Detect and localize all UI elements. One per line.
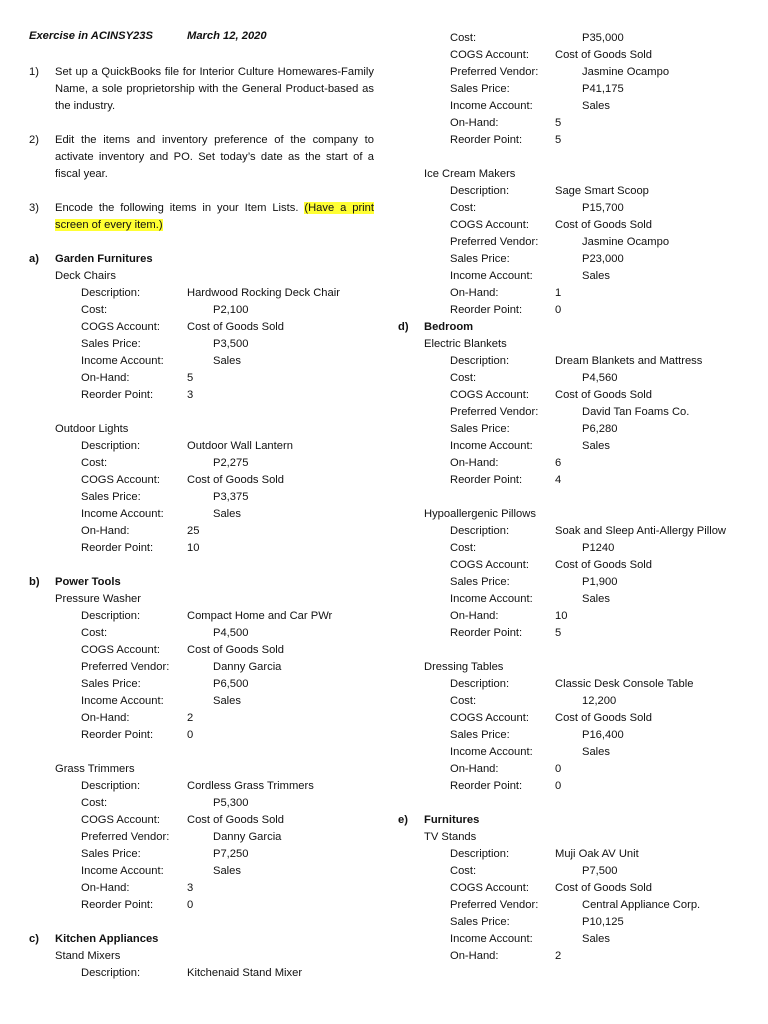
instruction-number: 1) [29, 66, 39, 78]
field-value: Cost of Goods Sold [555, 882, 653, 894]
field-value: Sales [213, 865, 241, 877]
section-title: Power Tools [55, 576, 121, 588]
field-value: Cost of Goods Sold [187, 814, 285, 826]
field-row [398, 302, 743, 319]
field-value: Classic Desk Console Table [555, 678, 694, 690]
field-label: Sales Price: [450, 576, 510, 588]
field-label: Reorder Point: [81, 899, 154, 911]
field-value: 5 [555, 134, 562, 146]
field-label: Reorder Point: [81, 729, 154, 741]
field-row [398, 268, 743, 285]
field-row [398, 948, 743, 965]
field-row [29, 710, 374, 727]
field-row [398, 98, 743, 115]
field-row [398, 81, 743, 98]
field-value: 0 [555, 304, 562, 316]
field-row [398, 931, 743, 948]
instruction-text: Encode the following items in your Item Lists. [55, 202, 305, 214]
field-label: COGS Account: [450, 49, 529, 61]
item-title: Electric Blankets [424, 338, 507, 350]
instruction-3 [29, 200, 374, 234]
field-value: Jasmine Ocampo [582, 66, 670, 78]
field-row [398, 30, 743, 47]
field-label: Reorder Point: [81, 389, 154, 401]
field-label: COGS Account: [450, 559, 529, 571]
field-row [29, 387, 374, 404]
field-value: Cordless Grass Trimmers [187, 780, 314, 792]
field-row [29, 285, 374, 302]
field-row [398, 727, 743, 744]
field-label: Sales Price: [450, 916, 510, 928]
field-label: COGS Account: [450, 882, 529, 894]
field-label: Income Account: [81, 355, 164, 367]
field-row [398, 47, 743, 64]
header [29, 30, 374, 47]
field-row [398, 608, 743, 625]
field-value: Cost of Goods Sold [187, 474, 285, 486]
field-label: On-Hand: [81, 525, 130, 537]
field-label: On-Hand: [450, 287, 499, 299]
field-row [29, 523, 374, 540]
field-row [29, 642, 374, 659]
field-row [398, 285, 743, 302]
field-value: 0 [555, 763, 562, 775]
field-value: 0 [555, 780, 562, 792]
field-value: Danny Garcia [213, 831, 282, 843]
field-row [398, 846, 743, 863]
instruction-2 [29, 132, 374, 183]
instruction-text: Edit the items and inventory preference of the company to activate inventory and PO. Set today’s date as the start of a fiscal year. [55, 134, 374, 180]
field-row [398, 744, 743, 761]
field-row [398, 591, 743, 608]
instruction-text: Set up a QuickBooks file for Interior Culture Homewares-Family Name, a sole proprietorship with the General Product-based as the industry. [55, 66, 374, 112]
field-label: COGS Account: [81, 644, 160, 656]
field-value: P5,300 [213, 797, 249, 809]
field-row [398, 370, 743, 387]
field-value: Cost of Goods Sold [555, 49, 653, 61]
field-row [398, 234, 743, 251]
field-row [29, 540, 374, 557]
field-label: Cost: [81, 304, 108, 316]
field-row [398, 438, 743, 455]
field-label: Preferred Vendor: [81, 661, 170, 673]
instruction-number: 3) [29, 202, 39, 214]
field-value: Sales [582, 746, 610, 758]
field-row [398, 676, 743, 693]
item-title: Hypoallergenic Pillows [424, 508, 536, 520]
field-row [29, 302, 374, 319]
field-label: Income Account: [450, 440, 533, 452]
section-d [398, 319, 743, 336]
field-row [29, 897, 374, 914]
field-label: Description: [450, 525, 510, 537]
field-row [29, 506, 374, 523]
field-label: Cost: [81, 457, 108, 469]
field-label: Preferred Vendor: [81, 831, 170, 843]
field-row [398, 880, 743, 897]
field-label: Income Account: [450, 100, 533, 112]
field-row [398, 914, 743, 931]
item-title: Grass Trimmers [55, 763, 135, 775]
field-value: David Tan Foams Co. [582, 406, 690, 418]
field-value: Sales [582, 593, 610, 605]
field-label: Sales Price: [81, 848, 141, 860]
field-row [29, 438, 374, 455]
field-value: Sales [582, 100, 610, 112]
field-row [398, 132, 743, 149]
field-value: P6,500 [213, 678, 249, 690]
field-label: Income Account: [450, 270, 533, 282]
field-value: Kitchenaid Stand Mixer [187, 967, 303, 979]
field-value: Cost of Goods Sold [555, 389, 653, 401]
field-value: 6 [555, 457, 562, 469]
field-label: Preferred Vendor: [450, 899, 539, 911]
field-label: Sales Price: [81, 338, 141, 350]
section-a [29, 251, 374, 268]
field-label: Reorder Point: [450, 627, 523, 639]
field-value: P4,500 [213, 627, 249, 639]
field-value: 12,200 [582, 695, 617, 707]
field-row [29, 659, 374, 676]
field-label: Cost: [450, 865, 477, 877]
item-title: Dressing Tables [424, 661, 504, 673]
field-label: COGS Account: [450, 219, 529, 231]
field-label: Sales Price: [81, 491, 141, 503]
field-value: 0 [187, 729, 194, 741]
field-label: Description: [450, 355, 510, 367]
field-row [398, 115, 743, 132]
field-row [398, 523, 743, 540]
field-row [29, 625, 374, 642]
field-label: Preferred Vendor: [450, 236, 539, 248]
item-title: TV Stands [424, 831, 477, 843]
field-row [398, 200, 743, 217]
section-b [29, 574, 374, 591]
field-value: Jasmine Ocampo [582, 236, 670, 248]
field-label: Description: [450, 678, 510, 690]
field-row [29, 795, 374, 812]
field-row [398, 897, 743, 914]
field-value: 5 [555, 117, 562, 129]
field-value: Cost of Goods Sold [555, 559, 653, 571]
field-label: Reorder Point: [450, 780, 523, 792]
field-value: 10 [187, 542, 200, 554]
field-label: Cost: [450, 542, 477, 554]
field-label: Sales Price: [450, 729, 510, 741]
field-row [29, 693, 374, 710]
field-value: Sales [213, 508, 241, 520]
field-value: 2 [555, 950, 562, 962]
field-label: Cost: [450, 32, 477, 44]
field-label: Cost: [81, 627, 108, 639]
field-label: Description: [81, 780, 141, 792]
section-title: Kitchen Appliances [55, 933, 159, 945]
field-value: P3,500 [213, 338, 249, 350]
field-row [29, 880, 374, 897]
field-value: P7,250 [213, 848, 249, 860]
field-label: Description: [450, 848, 510, 860]
field-value: Cost of Goods Sold [187, 644, 285, 656]
field-label: On-Hand: [450, 950, 499, 962]
right-column [398, 30, 743, 965]
field-row [398, 217, 743, 234]
field-label: Description: [81, 610, 141, 622]
field-value: 2 [187, 712, 194, 724]
field-label: COGS Account: [450, 389, 529, 401]
field-label: COGS Account: [81, 321, 160, 333]
field-value: P41,175 [582, 83, 624, 95]
field-label: Cost: [450, 202, 477, 214]
field-row [398, 353, 743, 370]
field-row [29, 336, 374, 353]
field-row [398, 557, 743, 574]
field-row [398, 183, 743, 200]
section-title: Furnitures [424, 814, 480, 826]
field-label: Preferred Vendor: [450, 66, 539, 78]
field-value: Soak and Sleep Anti-Allergy Pillow [555, 525, 727, 537]
field-label: Income Account: [81, 508, 164, 520]
field-value: 0 [187, 899, 194, 911]
section-title: Garden Furnitures [55, 253, 153, 265]
section-letter: b) [29, 576, 40, 588]
field-value: Sales [213, 355, 241, 367]
field-row [398, 251, 743, 268]
field-row [29, 965, 374, 982]
field-label: Sales Price: [450, 253, 510, 265]
field-value: P1,900 [582, 576, 618, 588]
field-row [29, 472, 374, 489]
field-value: Muji Oak AV Unit [555, 848, 639, 860]
field-value: Sales [213, 695, 241, 707]
section-letter: d) [398, 321, 409, 333]
field-row [29, 812, 374, 829]
field-value: P7,500 [582, 865, 618, 877]
field-value: Hardwood Rocking Deck Chair [187, 287, 340, 299]
field-value: Central Appliance Corp. [582, 899, 701, 911]
item-title: Pressure Washer [55, 593, 142, 605]
field-row [398, 693, 743, 710]
field-value: P3,375 [213, 491, 249, 503]
field-value: P6,280 [582, 423, 618, 435]
field-label: Cost: [81, 797, 108, 809]
highlighted-note: (Have a print screen of every item.) [55, 202, 375, 231]
field-label: Income Account: [450, 933, 533, 945]
field-label: Income Account: [450, 746, 533, 758]
field-label: On-Hand: [450, 117, 499, 129]
section-e [398, 812, 743, 829]
field-value: 3 [187, 882, 194, 894]
field-value: Sales [582, 270, 610, 282]
field-row [398, 778, 743, 795]
field-label: Sales Price: [450, 83, 510, 95]
field-row [29, 778, 374, 795]
field-row [398, 540, 743, 557]
section-letter: c) [29, 933, 39, 945]
field-row [398, 761, 743, 778]
field-value: P2,100 [213, 304, 249, 316]
field-label: Sales Price: [450, 423, 510, 435]
field-value: 5 [555, 627, 562, 639]
field-row [29, 608, 374, 625]
field-row [29, 846, 374, 863]
field-value: 3 [187, 389, 194, 401]
field-label: Description: [81, 287, 141, 299]
field-label: Cost: [450, 695, 477, 707]
item-title: Stand Mixers [55, 950, 121, 962]
field-label: On-Hand: [450, 610, 499, 622]
field-value: P2,275 [213, 457, 249, 469]
item-title: Deck Chairs [55, 270, 116, 282]
field-value: Outdoor Wall Lantern [187, 440, 293, 452]
field-value: 4 [555, 474, 562, 486]
instruction-1 [29, 64, 374, 115]
field-row [398, 421, 743, 438]
item-title: Ice Cream Makers [424, 168, 516, 180]
field-row [29, 353, 374, 370]
field-label: Income Account: [450, 593, 533, 605]
field-value: 5 [187, 372, 194, 384]
field-label: On-Hand: [81, 712, 130, 724]
field-row [398, 574, 743, 591]
field-label: Sales Price: [81, 678, 141, 690]
field-label: Reorder Point: [450, 474, 523, 486]
field-label: Income Account: [81, 865, 164, 877]
field-label: Description: [81, 967, 141, 979]
field-value: P1240 [582, 542, 615, 554]
field-row [398, 625, 743, 642]
field-value: Cost of Goods Sold [555, 712, 653, 724]
left-column [29, 30, 374, 982]
field-label: On-Hand: [450, 763, 499, 775]
field-row [29, 829, 374, 846]
exercise-date: March 12, 2020 [187, 30, 267, 42]
field-label: Preferred Vendor: [450, 406, 539, 418]
field-value: Compact Home and Car PWr [187, 610, 333, 622]
field-label: COGS Account: [81, 474, 160, 486]
field-row [29, 863, 374, 880]
field-label: Income Account: [81, 695, 164, 707]
field-label: Reorder Point: [81, 542, 154, 554]
field-value: P16,400 [582, 729, 624, 741]
field-value: P23,000 [582, 253, 624, 265]
field-row [398, 710, 743, 727]
field-value: P15,700 [582, 202, 624, 214]
section-letter: a) [29, 253, 39, 265]
section-title: Bedroom [424, 321, 474, 333]
field-label: COGS Account: [81, 814, 160, 826]
instruction-number: 2) [29, 134, 39, 146]
field-label: On-Hand: [81, 372, 130, 384]
section-c [29, 931, 374, 948]
field-label: On-Hand: [450, 457, 499, 469]
field-value: 1 [555, 287, 562, 299]
field-value: Cost of Goods Sold [187, 321, 285, 333]
field-value: P35,000 [582, 32, 624, 44]
field-value: Danny Garcia [213, 661, 282, 673]
field-value: P10,125 [582, 916, 624, 928]
field-label: COGS Account: [450, 712, 529, 724]
field-value: Sales [582, 440, 610, 452]
field-value: Sales [582, 933, 610, 945]
field-row [29, 455, 374, 472]
field-value: P4,560 [582, 372, 618, 384]
field-row [29, 727, 374, 744]
field-label: Description: [81, 440, 141, 452]
field-value: Cost of Goods Sold [555, 219, 653, 231]
field-row [398, 472, 743, 489]
field-row [29, 676, 374, 693]
field-label: Reorder Point: [450, 304, 523, 316]
item-title: Outdoor Lights [55, 423, 129, 435]
field-label: On-Hand: [81, 882, 130, 894]
field-label: Cost: [450, 372, 477, 384]
field-row [29, 319, 374, 336]
field-value: Dream Blankets and Mattress [555, 355, 703, 367]
field-row [398, 863, 743, 880]
field-label: Reorder Point: [450, 134, 523, 146]
field-row [398, 387, 743, 404]
field-value: 10 [555, 610, 568, 622]
field-label: Description: [450, 185, 510, 197]
exercise-title: Exercise in ACINSY23S [29, 30, 153, 42]
field-value: 25 [187, 525, 200, 537]
field-row [398, 64, 743, 81]
field-row [398, 455, 743, 472]
field-row [29, 370, 374, 387]
section-letter: e) [398, 814, 408, 826]
field-value: Sage Smart Scoop [555, 185, 649, 197]
field-row [29, 489, 374, 506]
field-row [398, 404, 743, 421]
